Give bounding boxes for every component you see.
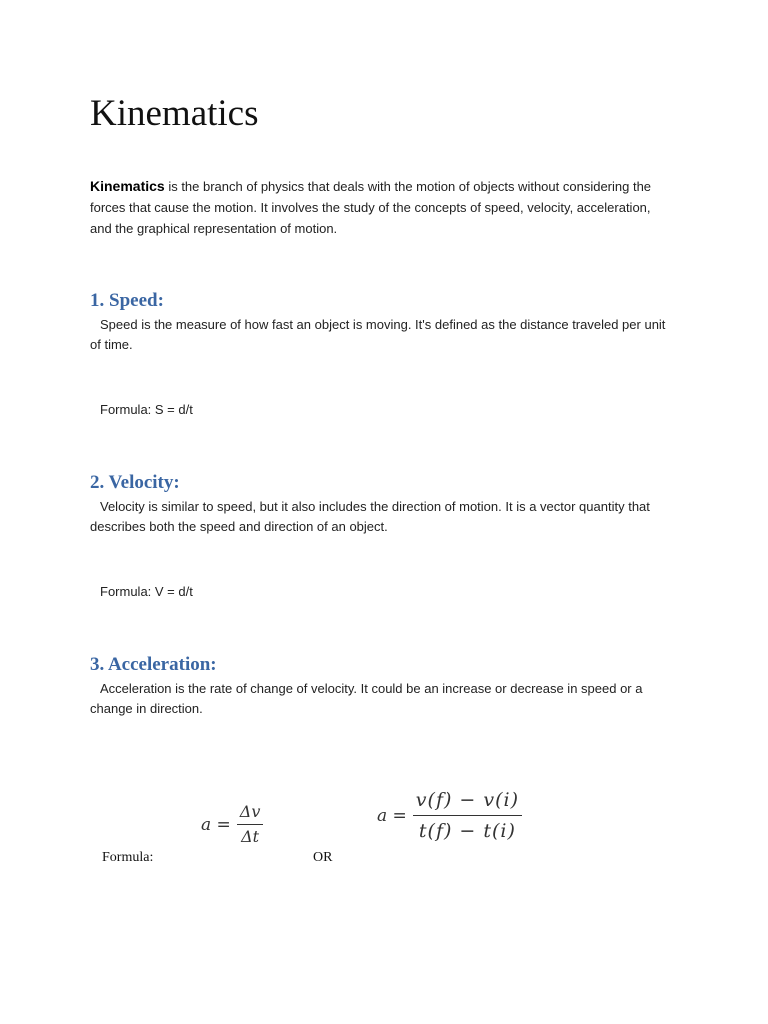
- acceleration-formula-final-initial: [377, 787, 522, 844]
- formula-2-numerator: v(f) − v(i): [415, 789, 520, 811]
- acceleration-formula-delta: [201, 802, 263, 847]
- acceleration-formula-label: Formula:: [102, 850, 154, 865]
- formula-2-fraction: [413, 787, 522, 844]
- intro-paragraph: [90, 176, 675, 239]
- section-heading-acceleration: 3. Acceleration:: [90, 654, 217, 675]
- intro-text: is the branch of physics that deals with the motion of objects without considering the forces that cause the motion. It involves the study of the concepts of speed, velocity, acceleration, and the graphical representation of motion.: [90, 179, 652, 236]
- section-heading-velocity: 2. Velocity:: [90, 472, 180, 493]
- or-label: OR: [313, 850, 333, 865]
- section-heading-speed: 1. Speed:: [90, 290, 164, 311]
- formula-1-lhs: a =: [201, 814, 231, 835]
- section-body-speed: Speed is the measure of how fast an object is moving. It's defined as the distance traveled per unit of time.: [90, 317, 666, 352]
- formula-2-lhs: a =: [377, 805, 407, 826]
- section-body-acceleration: Acceleration is the rate of change of velocity. It could be an increase or decrease in speed or a change in direction.: [90, 681, 643, 716]
- section-body-velocity: Velocity is similar to speed, but it also includes the direction of motion. It is a vector quantity that describes both the speed and direction of an object.: [90, 499, 650, 534]
- formula-1-fraction: [237, 802, 264, 847]
- formula-2-denominator: t(f) − t(i): [418, 820, 516, 842]
- formula-1-denominator: Δt: [241, 827, 260, 846]
- formula-1-numerator: Δv: [239, 802, 261, 821]
- page-title: Kinematics: [90, 93, 259, 134]
- formula-speed: Formula: S = d/t: [100, 402, 193, 417]
- fraction-bar: [413, 815, 522, 816]
- intro-term: Kinematics: [90, 178, 165, 194]
- formula-velocity: Formula: V = d/t: [100, 584, 193, 599]
- fraction-bar: [237, 824, 264, 825]
